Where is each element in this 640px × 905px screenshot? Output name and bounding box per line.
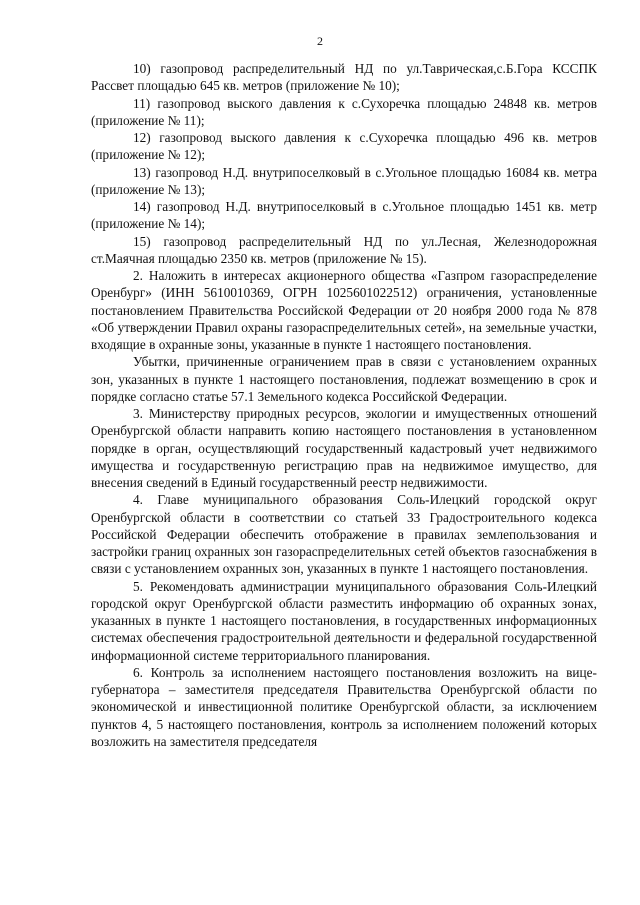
document-body — [91, 60, 597, 750]
clause-4: 4. Главе муниципального образования Соль-Илецкий городской округ Оренбургской области в соответствии со статьей 33 Градостроительного кодекса Российской Федерации обеспечить отображение в правилах землепользования и застройки границ охранных зон газораспределительных сетей объектов газоснабжения в связи с установлением охранных зон, указанных в пункте 1 настоящего постановления. — [91, 492, 597, 577]
clause-6: 6. Контроль за исполнением настоящего постановления возложить на вице-губернатора – заместителя председателя Правительства Оренбургской области по экономической и инвестиционной политике Оренбургской области, за исключением пунктов 4, 5 настоящего постановления, контроль за исполнением положений которых возложить на заместителя председателя — [91, 664, 597, 749]
list-item-12: 12) газопровод выского давления к с.Сухоречка площадью 496 кв. метров (приложение № 12); — [91, 130, 597, 163]
clause-2-damages: Убытки, причиненные ограничением прав в связи с установлением охранных зон, указанных в пункте 1 настоящего постановления, подлежат возмещению в срок и порядке согласно статье 57.1 Земельного кодекса Российской Федерации. — [91, 354, 597, 404]
list-item-14: 14) газопровод Н.Д. внутрипоселковый в с.Угольное площадью 1451 кв. метр (приложение № 14); — [91, 199, 597, 232]
clause-2: 2. Наложить в интересах акционерного общества «Газпром газораспределение Оренбург» (ИНН 5610010369, ОГРН 1025601022512) ограничения, установленные постановлением Правительства Российской Федерации от 20 ноября 2000 года № 878 «Об утверждении Правил охраны газораспределительных сетей», на земельные участки, входящие в охранные зоны, указанные в пункте 1 настоящего постановления. — [91, 268, 597, 352]
page-number: 2 — [317, 34, 323, 48]
list-item-11: 11) газопровод выского давления к с.Сухоречка площадью 24848 кв. метров (приложение № 11); — [91, 95, 597, 128]
clause-3: 3. Министерству природных ресурсов, экологии и имущественных отношений Оренбургской области направить копию настоящего постановления в установленном порядке в орган, осуществляющий государственный кадастровый учет недвижимого имущества и государственную регистрацию прав на недвижимое имущество, для внесения сведений в Единый государственный реестр недвижимости. — [91, 406, 597, 490]
list-item-13: 13) газопровод Н.Д. внутрипоселковый в с.Угольное площадью 16084 кв. метра (приложение № 13); — [91, 164, 597, 197]
list-item-10: 10) газопровод распределительный НД по ул.Таврическая,с.Б.Гора КССПК Рассвет площадью 645 кв. метров (приложение № 10); — [91, 61, 597, 94]
clause-5: 5. Рекомендовать администрации муниципального образования Соль-Илецкий городской округ Оренбургской области разместить информацию об охранных зонах, указанных в пункте 1 настоящего постановления, в государственных информационных системах обеспечения градостроительной деятельности и федеральной государственной информационной системе территориального планирования. — [91, 578, 597, 663]
list-item-15: 15) газопровод распределительный НД по ул.Лесная, Железнодорожная ст.Маячная площадью 2350 кв. метров (приложение № 15). — [91, 233, 597, 266]
